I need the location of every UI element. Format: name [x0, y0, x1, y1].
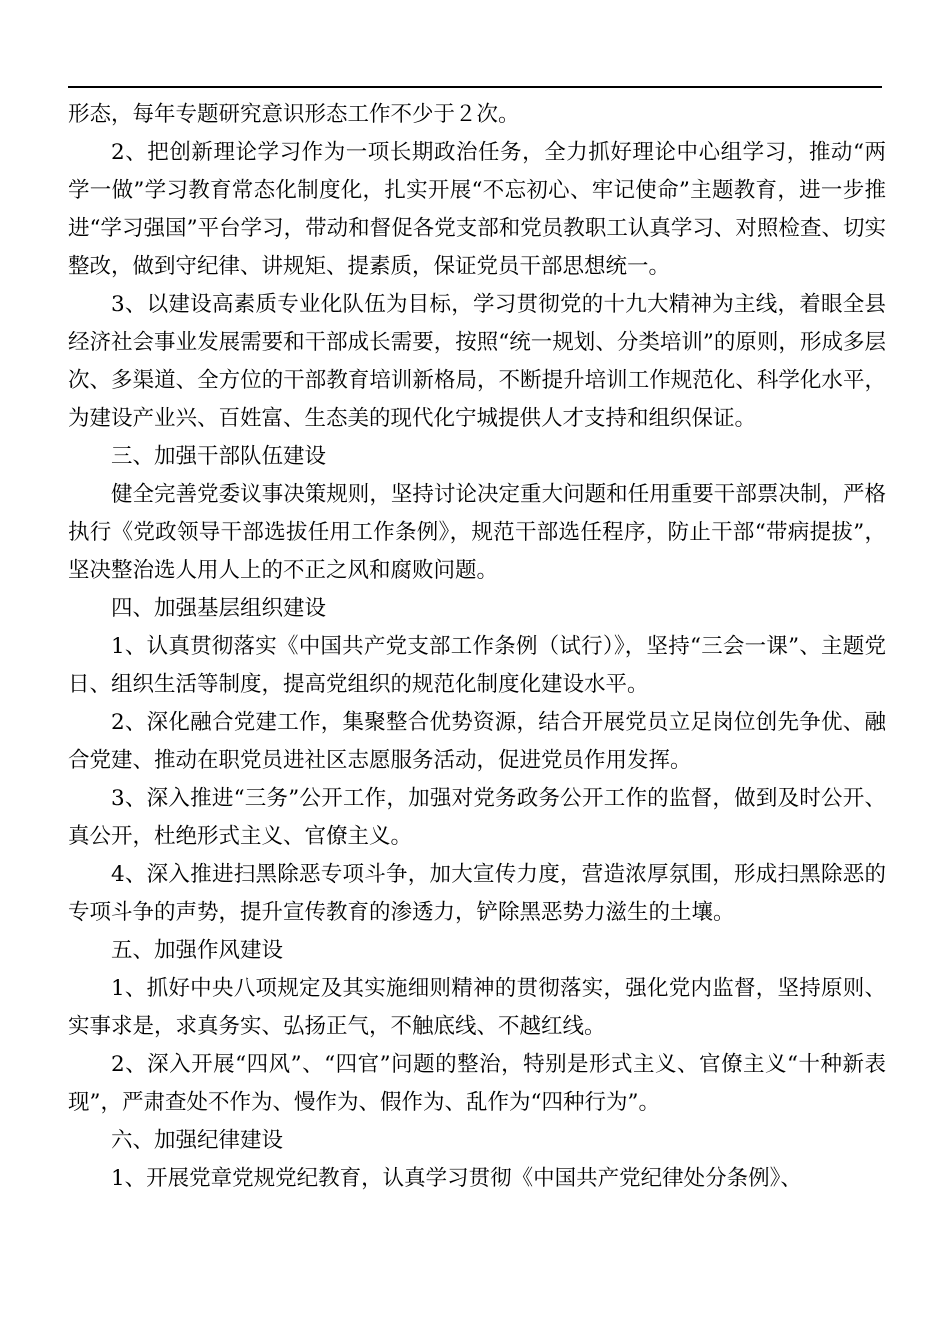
- paragraph-item-3-cadre-training: 3、以建设高素质专业化队伍为目标，学习贯彻党的十九大精神为主线，着眼全县经济社会事业发展需要和干部成长需要，按照“统一规划、分类培训”的原则，形成多层次、多渠道、全方位的干部教育培训新格局，不断提升培训工作规范化、科学化水平，为建设产业兴、百姓富、生态美的现代化宁城提供人才支持和组织保证。: [68, 292, 886, 431]
- paragraph-grassroots-item-3: 3、深入推进“三务”公开工作，加强对党务政务公开工作的监督，做到及时公开、真公开，杜绝形式主义、官僚主义。: [68, 786, 886, 849]
- paragraph-work-style-item-1: 1、抓好中央八项规定及其实施细则精神的贯彻落实，强化党内监督，坚持原则、实事求是，求真务实、弘扬正气，不触底线、不越红线。: [68, 976, 886, 1039]
- section-heading-cadre-team: 三、加强干部队伍建设: [111, 444, 327, 469]
- paragraph-grassroots-item-1: 1、认真贯彻落实《中国共产党支部工作条例（试行）》，坚持“三会一课”、主题党日、组织生活等制度，提高党组织的规范化制度化建设水平。: [68, 634, 886, 697]
- paragraph-work-style-item-2: 2、深入开展“四风”、“四官”问题的整治，特别是形式主义、官僚主义“十种新表现”，严肃查处不作为、慢作为、假作为、乱作为“四种行为”。: [68, 1052, 886, 1115]
- paragraph-grassroots-item-4: 4、深入推进扫黑除恶专项斗争，加大宣传力度，营造浓厚氛围，形成扫黑除恶的专项斗争的声势，提升宣传教育的渗透力，铲除黑恶势力滋生的土壤。: [68, 862, 886, 925]
- section-heading-work-style: 五、加强作风建设: [111, 938, 284, 963]
- section-heading-discipline: 六、加强纪律建设: [111, 1128, 284, 1153]
- paragraph-cadre-team: 健全完善党委议事决策规则，坚持讨论决定重大问题和任用重要干部票决制，严格执行《党政领导干部选拔任用工作条例》，规范干部选任程序，防止干部“带病提拔”，坚决整治选人用人上的不正之风和腐败问题。: [68, 482, 886, 583]
- paragraph-discipline-item-1: 1、开展党章党规党纪教育，认真学习贯彻《中国共产党纪律处分条例》、: [111, 1166, 802, 1191]
- header-rule: [68, 86, 882, 88]
- paragraph-grassroots-item-2: 2、深化融合党建工作，集聚整合优势资源，结合开展党员立足岗位创先争优、融合党建、推动在职党员进社区志愿服务活动，促进党员作用发挥。: [68, 710, 886, 773]
- paragraph-continuation: 形态，每年专题研究意识形态工作不少于２次。: [68, 102, 520, 127]
- paragraph-item-2-theory-study: 2、把创新理论学习作为一项长期政治任务，全力抓好理论中心组学习，推动“两学一做”学习教育常态化制度化，扎实开展“不忘初心、牢记使命”主题教育，进一步推进“学习强国”平台学习，带动和督促各党支部和党员教职工认真学习、对照检查、切实整改，做到守纪律、讲规矩、提素质，保证党员干部思想统一。: [68, 140, 886, 279]
- section-heading-grassroots-organization: 四、加强基层组织建设: [111, 596, 327, 621]
- document-body: [68, 96, 886, 1198]
